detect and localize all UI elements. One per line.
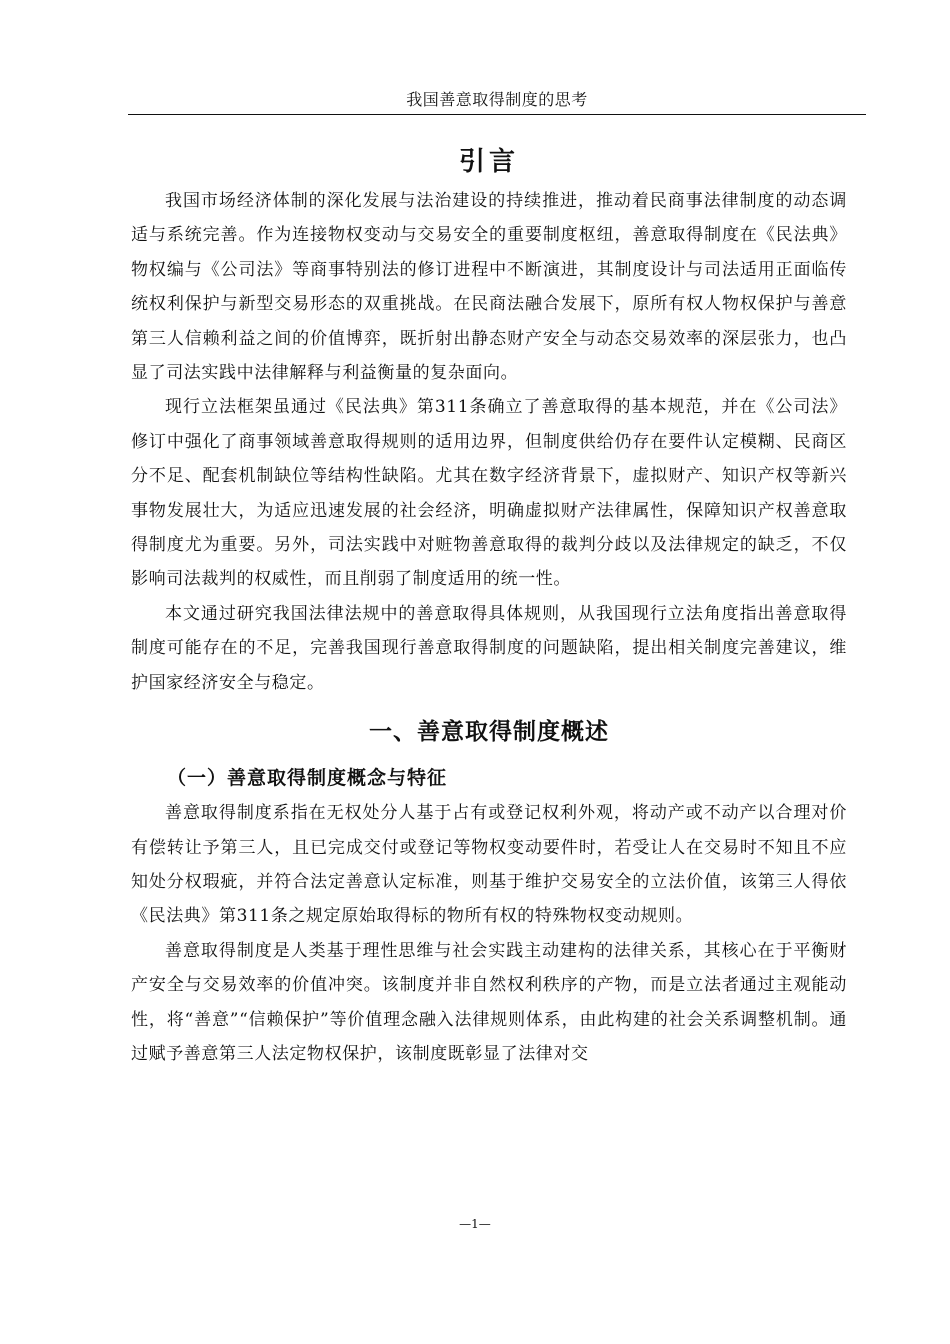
subsection-1-heading: （一）善意取得制度概念与特征 <box>167 767 448 790</box>
page-number: —1— <box>459 1217 491 1231</box>
intro-heading: 引言 <box>458 147 519 177</box>
intro-paragraph-2: 现行立法框架虽通过《民法典》第311条确立了善意取得的基本规范，并在《公司法》修订中强化了商事领域善意取得规则的适用边界，但制度供给仍存在要件认定模糊、民商区分不足、配套机制缺位等结构性缺陷。尤其在数字经济背景下，虚拟财产、知识产权等新兴事物发展壮大，为适应迅速发展的社会经济，明确虚拟财产法律属性，保障知识产权善意取得制度尤为重要。另外，司法实践中对赃物善意取得的裁判分歧以及法律规定的缺乏，不仅影响司法裁判的权威性，而且削弱了制度适用的统一性。 <box>131 397 847 590</box>
subsection-1-paragraph-2: 善意取得制度是人类基于理性思维与社会实践主动建构的法律关系，其核心在于平衡财产安全与交易效率的价值冲突。该制度并非自然权利秩序的产物，而是立法者通过主观能动性，将“善意”“信赖保护”等价值理念融入法律规则体系，由此构建的社会关系调整机制。通过赋予善意第三人法定物权保护，该制度既彰显了法律对交 <box>131 940 847 1064</box>
running-header-title: 我国善意取得制度的思考 <box>406 90 588 109</box>
header-rule <box>128 114 866 115</box>
intro-paragraph-1: 我国市场经济体制的深化发展与法治建设的持续推进，推动着民商事法律制度的动态调适与系统完善。作为连接物权变动与交易安全的重要制度枢纽，善意取得制度在《民法典》物权编与《公司法》等商事特别法的修订进程中不断演进，其制度设计与司法适用正面临传统权利保护与新型交易形态的双重挑战。在民商法融合发展下，原所有权人物权保护与善意第三人信赖利益之间的价值博弈，既折射出静态财产安全与动态交易效率的深层张力，也凸显了司法实践中法律解释与利益衡量的复杂面向。 <box>131 191 847 384</box>
page-body <box>131 140 847 1071</box>
intro-paragraph-3: 本文通过研究我国法律法规中的善意取得具体规则，从我国现行立法角度指出善意取得制度可能存在的不足，完善我国现行善意取得制度的问题缺陷，提出相关制度完善建议，维护国家经济安全与稳定。 <box>131 603 847 693</box>
subsection-1-paragraph-1: 善意取得制度系指在无权处分人基于占有或登记权利外观，将动产或不动产以合理对价有偿转让予第三人，且已完成交付或登记等物权变动要件时，若受让人在交易时不知且不应知处分权瑕疵，并符合法定善意认定标准，则基于维护交易安全的立法价值，该第三人得依《民法典》第311条之规定原始取得标的物所有权的特殊物权变动规则。 <box>131 803 847 927</box>
section-1-heading: 一、善意取得制度概述 <box>369 719 609 746</box>
